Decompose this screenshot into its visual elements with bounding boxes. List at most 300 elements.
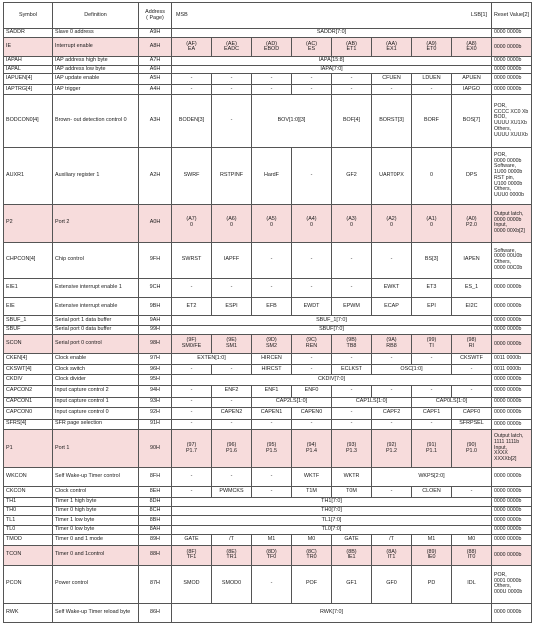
bit-address: (90) — [466, 441, 477, 448]
bit-address: (AB) — [346, 40, 357, 47]
bit-name: - — [372, 242, 412, 278]
bit-name: - — [452, 385, 492, 397]
register-reset-value: 0000 0000b — [492, 397, 532, 408]
bit-address: (88) — [466, 548, 477, 555]
register-definition: Timer 0 and 1control — [53, 545, 139, 565]
register-symbol: IAPTRG[4] — [4, 84, 53, 95]
bit-name: - — [292, 242, 332, 278]
bit-cell — [412, 335, 452, 354]
bit-address: (8E) — [226, 548, 237, 555]
register-field-span: TH1[7:0] — [172, 497, 492, 506]
bit-name: HIRCST — [252, 364, 292, 375]
bit-name: T0M — [332, 487, 372, 498]
register-field-span: SBUF[7:0] — [172, 325, 492, 334]
register-row — [4, 397, 532, 408]
bit-name: - — [412, 385, 452, 397]
bit-name: - — [412, 354, 452, 365]
register-definition: Serial port 0 control — [53, 335, 139, 354]
register-symbol: SBUF — [4, 325, 53, 334]
register-definition: Interrupt enable — [53, 38, 139, 57]
bit-name: ECAP — [372, 297, 412, 316]
bit-name: ES — [307, 46, 316, 53]
bit-name: - — [172, 408, 212, 420]
register-row — [4, 364, 532, 375]
bit-name: ET0 — [426, 46, 437, 53]
register-symbol: TMOD — [4, 535, 53, 546]
bit-cell — [212, 430, 252, 468]
register-address: 95H — [139, 375, 172, 386]
bit-name: HardF — [252, 147, 292, 204]
register-row — [4, 603, 532, 622]
bit-name: - — [172, 74, 212, 85]
bit-name: WKTF — [292, 468, 332, 487]
register-address: 9BH — [139, 297, 172, 316]
register-address: 92H — [139, 408, 172, 420]
bit-cell — [452, 204, 492, 242]
register-row — [4, 525, 532, 534]
register-reset-value: Output latch, 0000 0000b Input, 0000 00Xb[2] — [492, 204, 532, 242]
register-row — [4, 468, 532, 487]
register-row — [4, 419, 532, 430]
bit-address: (A6) — [226, 216, 237, 223]
bit-name: - — [452, 364, 492, 375]
register-definition: Slave 0 address — [53, 29, 139, 38]
bit-name: - — [332, 354, 372, 365]
bit-name: P1.7 — [185, 447, 198, 454]
bit-name: LDUEN — [412, 74, 452, 85]
bit-cell — [172, 545, 212, 565]
bit-name: - — [172, 278, 212, 297]
register-reset-value: 0000 0000b — [492, 316, 532, 325]
bit-address: (9A) — [386, 337, 397, 344]
bit-address: (92) — [386, 441, 397, 448]
bit-name: EWDT — [292, 297, 332, 316]
register-row — [4, 507, 532, 516]
register-symbol: TL0 — [4, 525, 53, 534]
register-address: A9H — [139, 29, 172, 38]
register-symbol: WKCON — [4, 468, 53, 487]
register-field-span: TL1[7:0] — [172, 516, 492, 525]
register-symbol: CKDIV — [4, 375, 53, 386]
bit-name: - — [332, 242, 372, 278]
bit-name: SWRST — [172, 242, 212, 278]
bit-name: POF — [292, 565, 332, 603]
bit-name: EPI — [412, 297, 452, 316]
bit-address: (AD) — [265, 40, 278, 47]
bit-name: P1.1 — [425, 447, 438, 454]
bit-name: CAPF0 — [452, 408, 492, 420]
bit-name: BORST[3] — [372, 95, 412, 148]
register-definition: Port 2 — [53, 204, 139, 242]
bit-name: ESPI — [212, 297, 252, 316]
register-reset-value: 0000 0000b — [492, 516, 532, 525]
bit-cell — [412, 545, 452, 565]
header-row — [4, 3, 532, 29]
bit-cell — [252, 38, 292, 57]
bit-name: - — [212, 364, 252, 375]
bit-name: - — [212, 84, 252, 95]
register-symbol: CKCON — [4, 487, 53, 498]
register-row — [4, 242, 532, 278]
bit-name: /T — [212, 535, 252, 546]
register-symbol: SFRS[4] — [4, 419, 53, 430]
bit-name: - — [412, 84, 452, 95]
bit-name: - — [212, 278, 252, 297]
register-reset-value: 0000 0000b — [492, 65, 532, 73]
header-definition: Definition — [53, 3, 139, 29]
register-field-span: RWK[7:0] — [172, 603, 492, 622]
bit-name: - — [452, 487, 492, 498]
register-definition: Serial port 1 data buffer — [53, 316, 139, 325]
bit-name: P1.0 — [465, 447, 478, 454]
register-symbol: P1 — [4, 430, 53, 468]
bit-name: BORF — [412, 95, 452, 148]
register-address: A2H — [139, 147, 172, 204]
bit-cell — [172, 335, 212, 354]
bit-name: - — [172, 397, 212, 408]
bit-name: - — [172, 84, 212, 95]
register-address: 97H — [139, 354, 172, 365]
bit-name: HIRCEN — [252, 354, 292, 365]
bit-name: CAPF1 — [412, 408, 452, 420]
bit-address: (9E) — [226, 337, 237, 344]
register-definition: Timer 1 low byte — [53, 516, 139, 525]
bit-name: IAPGO — [452, 84, 492, 95]
bit-address: (96) — [226, 441, 237, 448]
register-symbol: CKSWT[4] — [4, 364, 53, 375]
register-symbol: CAPCON1 — [4, 397, 53, 408]
bit-address: (A5) — [266, 216, 277, 223]
bit-cell — [372, 430, 412, 468]
bit-name: EX0 — [466, 46, 477, 53]
register-definition: Brown- out detection control 0 — [53, 95, 139, 148]
bit-cell — [292, 38, 332, 57]
bit-cell — [372, 335, 412, 354]
bit-address: (AF) — [186, 40, 197, 47]
bit-name: - — [372, 354, 412, 365]
register-definition: Self Wake-up Timer control — [53, 468, 139, 487]
bit-address: (A9) — [426, 40, 437, 47]
bit-name: EPWM — [332, 297, 372, 316]
bit-name: IT0 — [467, 554, 476, 561]
register-address: 94H — [139, 385, 172, 397]
bit-cell — [172, 204, 212, 242]
register-reset-value: 0000 0000b — [492, 375, 532, 386]
register-row — [4, 335, 532, 354]
register-definition: Timer 1 high byte — [53, 497, 139, 506]
bit-name: - — [252, 242, 292, 278]
bit-name: - — [172, 487, 212, 498]
bit-name: EX1 — [386, 46, 397, 53]
bit-cell — [332, 38, 372, 57]
register-symbol: TH0 — [4, 507, 53, 516]
bit-name: M1 — [412, 535, 452, 546]
register-symbol: IAPAL — [4, 65, 53, 73]
register-symbol: CAPCON0 — [4, 408, 53, 420]
bit-address: (9F) — [186, 337, 197, 344]
bit-name: ES_1 — [452, 278, 492, 297]
bit-name: - — [332, 74, 372, 85]
bit-cell — [172, 38, 212, 57]
bit-cell — [252, 335, 292, 354]
bit-name: SMOD0 — [212, 565, 252, 603]
register-row — [4, 516, 532, 525]
bit-name: 0 — [412, 147, 452, 204]
bit-field: CAP0LS[1:0] — [412, 397, 492, 408]
register-row — [4, 545, 532, 565]
bit-address: (97) — [186, 441, 197, 448]
bit-name: SM0/FE — [181, 343, 202, 350]
register-definition: Auxiliary register 1 — [53, 147, 139, 204]
register-symbol: RWK — [4, 603, 53, 622]
register-definition: Port 1 — [53, 430, 139, 468]
bit-name: ET2 — [172, 297, 212, 316]
bit-name: - — [292, 354, 332, 365]
register-symbol: PCON — [4, 565, 53, 603]
bit-name: - — [332, 419, 372, 430]
bit-cell — [252, 545, 292, 565]
bit-name: - — [372, 487, 412, 498]
register-address: 8CH — [139, 507, 172, 516]
bit-name: WKTR — [332, 468, 372, 487]
register-symbol: SADDR — [4, 29, 53, 38]
register-address: A8H — [139, 38, 172, 57]
bit-address: (A8) — [466, 40, 477, 47]
register-address: A6H — [139, 65, 172, 73]
bit-name: IT1 — [387, 554, 396, 561]
register-address: A0H — [139, 204, 172, 242]
bit-name: - — [252, 74, 292, 85]
bit-field: BOV[1:0][3] — [252, 95, 332, 148]
bit-address: (A7) — [186, 216, 197, 223]
bit-cell — [372, 204, 412, 242]
register-address: 8AH — [139, 525, 172, 534]
register-reset-value: 0000 0000b — [492, 525, 532, 534]
register-address: 8BH — [139, 516, 172, 525]
bit-name: M0 — [452, 535, 492, 546]
bit-address: (8A) — [386, 548, 397, 555]
register-rows — [4, 29, 532, 623]
bit-cell — [212, 204, 252, 242]
bit-name: P1.3 — [345, 447, 358, 454]
bit-name: - — [252, 487, 292, 498]
register-symbol: SCON — [4, 335, 53, 354]
register-definition: Serial port 0 data buffer — [53, 325, 139, 334]
register-definition: Timer 0 low byte — [53, 525, 139, 534]
register-symbol: TH1 — [4, 497, 53, 506]
register-address: 87H — [139, 565, 172, 603]
bit-name: IAPFF — [212, 242, 252, 278]
bit-name: RSTPINF — [212, 147, 252, 204]
bit-address: (8F) — [186, 548, 197, 555]
register-reset-value: 0000 0000b — [492, 335, 532, 354]
bit-name: TR1 — [226, 554, 237, 561]
bit-cell — [292, 335, 332, 354]
bit-name: - — [212, 74, 252, 85]
register-reset-value: 0000 0000b — [492, 57, 532, 65]
register-row — [4, 95, 532, 148]
bit-cell — [332, 335, 372, 354]
register-definition: IAP update enable — [53, 74, 139, 85]
register-row — [4, 278, 532, 297]
register-address: 88H — [139, 545, 172, 565]
bit-name: 0 — [390, 222, 393, 229]
register-definition: IAP address high byte — [53, 57, 139, 65]
bit-name: P1.2 — [385, 447, 398, 454]
bit-name: SM2 — [265, 343, 278, 350]
bit-name: BOF[4] — [332, 95, 372, 148]
bit-name: PD — [412, 565, 452, 603]
register-address: A4H — [139, 84, 172, 95]
header-bits — [172, 3, 492, 29]
bit-name: M0 — [292, 535, 332, 546]
bit-address: (99) — [426, 337, 437, 344]
register-definition: Self Wake-up Timer reload byte — [53, 603, 139, 622]
bit-name: - — [252, 468, 292, 487]
register-row — [4, 84, 532, 95]
bit-address: (9B) — [346, 337, 357, 344]
bit-name: TF0 — [266, 554, 277, 561]
register-reset-value: 0000 0000b — [492, 38, 532, 57]
bit-name: - — [332, 84, 372, 95]
register-reset-value: 0000 0000b — [492, 278, 532, 297]
bit-address: (91) — [426, 441, 437, 448]
bit-address: (93) — [346, 441, 357, 448]
bit-name: CAPF2 — [372, 408, 412, 420]
bit-name: IE1 — [347, 554, 356, 561]
register-field-span: TH0[7:0] — [172, 507, 492, 516]
bit-name: /T — [372, 535, 412, 546]
bit-name: CAPEN2 — [212, 408, 252, 420]
register-reset-value: POR, 0001 0000b Others, 000U 0000b — [492, 565, 532, 603]
register-reset-value: POR, CCCC XC0 Xb BOD, UUUU XU1Xb Others, UUUU XUUXb — [492, 95, 532, 148]
register-address: 91H — [139, 419, 172, 430]
bit-field: CAP1LS[1:0] — [332, 397, 412, 408]
bit-name: - — [372, 84, 412, 95]
register-reset-value: 0011 0000b — [492, 354, 532, 365]
register-address: A5H — [139, 74, 172, 85]
bit-name: 0 — [190, 222, 193, 229]
register-row — [4, 297, 532, 316]
bit-name: EFB — [252, 297, 292, 316]
bit-name: - — [332, 408, 372, 420]
header-lsb: LSB[1] — [470, 11, 487, 18]
bit-name: CAPEN1 — [252, 408, 292, 420]
bit-name: IE0 — [427, 554, 436, 561]
register-definition: Input capture control 0 — [53, 408, 139, 420]
register-address: 99H — [139, 325, 172, 334]
bit-cell — [332, 204, 372, 242]
register-row — [4, 375, 532, 386]
bit-cell — [252, 430, 292, 468]
register-symbol: IAPUEN[4] — [4, 74, 53, 85]
bit-name: IDL — [452, 565, 492, 603]
register-address: 9AH — [139, 316, 172, 325]
bit-name: TF1 — [186, 554, 197, 561]
bit-address: (A3) — [346, 216, 357, 223]
bit-name: 0 — [230, 222, 233, 229]
bit-name: BODEN[3] — [172, 95, 212, 148]
register-symbol: IAPAH — [4, 57, 53, 65]
bit-cell — [412, 430, 452, 468]
bit-name: GF1 — [332, 565, 372, 603]
register-definition: SFR page selection — [53, 419, 139, 430]
register-address: 93H — [139, 397, 172, 408]
header-reset: Reset Value[2] — [492, 3, 532, 29]
register-address: A3H — [139, 95, 172, 148]
bit-address: (95) — [266, 441, 277, 448]
bit-name: - — [372, 419, 412, 430]
bit-name: - — [212, 468, 252, 487]
bit-cell — [292, 545, 332, 565]
bit-name: EADC — [224, 46, 239, 53]
bit-cell — [452, 38, 492, 57]
bit-cell — [212, 545, 252, 565]
register-definition: Clock divider — [53, 375, 139, 386]
sfr-table — [3, 2, 532, 623]
register-reset-value: 0000 0000b — [492, 297, 532, 316]
bit-name: TR0 — [306, 554, 317, 561]
bit-address: (A0) — [466, 216, 477, 223]
bit-name: SM1 — [225, 343, 238, 350]
register-address: 86H — [139, 603, 172, 622]
register-address: 98H — [139, 335, 172, 354]
register-field-span: TL0[7:0] — [172, 525, 492, 534]
bit-cell — [372, 38, 412, 57]
bit-name: SFRPSEL — [452, 419, 492, 430]
register-field-span: SBUF_1[7:0] — [172, 316, 492, 325]
register-symbol: TCON — [4, 545, 53, 565]
bit-cell — [452, 430, 492, 468]
bit-address: (AC) — [305, 40, 318, 47]
bit-cell — [452, 545, 492, 565]
register-address: 8DH — [139, 497, 172, 506]
register-row — [4, 385, 532, 397]
register-symbol: P2 — [4, 204, 53, 242]
register-row — [4, 408, 532, 420]
register-definition: Power control — [53, 565, 139, 603]
bit-address: (A2) — [386, 216, 397, 223]
register-reset-value: POR, 0000 0000b Software, 1U00 0000b RST pin, U100 0000b Others, UUU0 0000b — [492, 147, 532, 204]
bit-name: ENF1 — [252, 385, 292, 397]
register-symbol: CKEN[4] — [4, 354, 53, 365]
bit-name: - — [212, 397, 252, 408]
register-reset-value: Output latch, 1111 1111b Input, XXXX XXXXb[2] — [492, 430, 532, 468]
register-definition: Extensive interrupt enable — [53, 297, 139, 316]
bit-name: - — [292, 74, 332, 85]
bit-name: GF2 — [332, 147, 372, 204]
bit-name: APUEN — [452, 74, 492, 85]
bit-name: GATE — [172, 535, 212, 546]
bit-name: - — [252, 565, 292, 603]
bit-name: 0 — [310, 222, 313, 229]
bit-name: 0 — [350, 222, 353, 229]
register-row — [4, 65, 532, 73]
bit-name: DPS — [452, 147, 492, 204]
bit-name: EWKT — [372, 278, 412, 297]
register-reset-value: 0000 0000b — [492, 497, 532, 506]
bit-address: (8B) — [346, 548, 357, 555]
register-definition: Input capture control 1 — [53, 397, 139, 408]
register-definition: Input capture control 2 — [53, 385, 139, 397]
register-row — [4, 74, 532, 85]
register-reset-value: 0000 0000b — [492, 468, 532, 487]
register-symbol: BODCON0[4] — [4, 95, 53, 148]
bit-name: SWRF — [172, 147, 212, 204]
bit-name: - — [252, 419, 292, 430]
register-row — [4, 204, 532, 242]
register-symbol: EIE — [4, 297, 53, 316]
